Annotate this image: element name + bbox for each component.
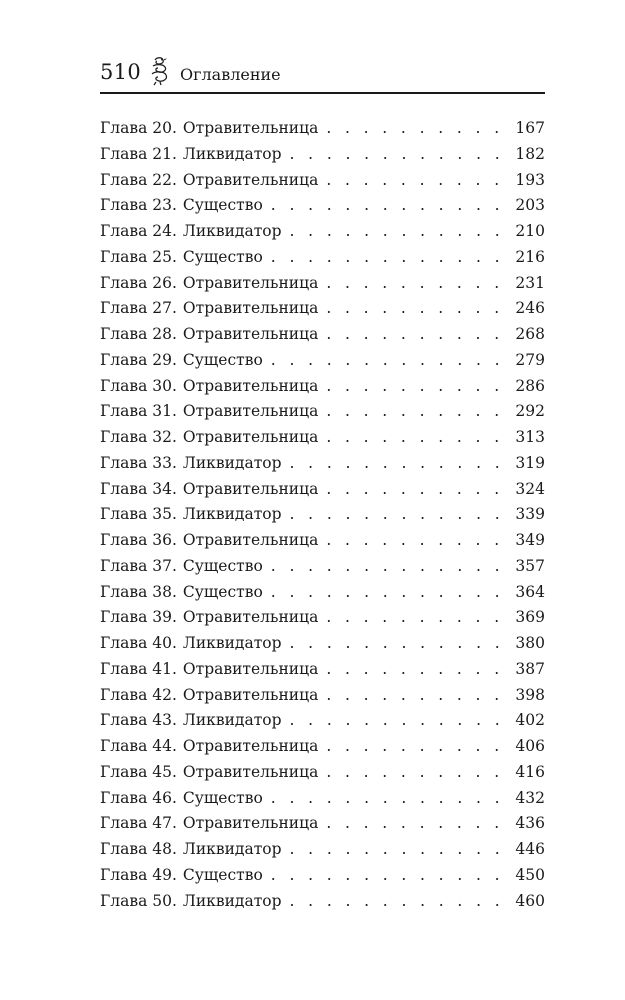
chapter-label: Глава 27.: [100, 299, 177, 318]
dot-leader: [263, 787, 514, 809]
header-rule: [100, 92, 545, 94]
chapter-label: Глава 48.: [100, 840, 177, 858]
chapter-title: Ликвидатор: [182, 453, 282, 472]
page-reference: 432: [515, 788, 545, 807]
chapter-label: Глава 47.: [100, 814, 177, 833]
page-reference: 406: [515, 737, 545, 755]
page-reference: 387: [515, 659, 545, 678]
chapter-title: Отравительница: [182, 170, 319, 189]
chapter-label: Глава 45.: [100, 762, 177, 781]
dot-leader: [282, 709, 514, 731]
chapter-title: Существо: [182, 350, 263, 369]
page-reference: 436: [515, 814, 545, 833]
toc-entry: [100, 864, 545, 890]
toc-entry: [100, 478, 545, 504]
chapter-title: Отравительница: [182, 325, 319, 343]
dot-leader: [318, 323, 513, 345]
page-reference: 286: [515, 376, 545, 395]
page-reference: 268: [515, 325, 545, 343]
dot-leader: [318, 529, 513, 551]
chapter-title: Ликвидатор: [182, 634, 282, 652]
page-reference: 167: [515, 119, 545, 137]
chapter-title: Ликвидатор: [182, 222, 282, 240]
chapter-title: Существо: [182, 788, 263, 807]
dot-leader: [318, 684, 513, 706]
chapter-title: Ликвидатор: [182, 891, 282, 910]
page-reference: 313: [515, 428, 545, 446]
chapter-label: Глава 26.: [100, 273, 177, 292]
chapter-title: Отравительница: [182, 762, 319, 781]
dot-leader: [318, 761, 513, 783]
dot-leader: [318, 117, 513, 139]
dot-leader: [282, 890, 514, 912]
toc-entry: [100, 323, 545, 349]
chapter-label: Глава 35.: [100, 505, 177, 524]
toc-entry: [100, 684, 545, 710]
toc-entry: [100, 272, 545, 298]
chapter-title: Отравительница: [182, 428, 319, 446]
toc-entry: [100, 735, 545, 761]
chapter-label: Глава 23.: [100, 196, 177, 215]
chapter-title: Существо: [182, 865, 263, 884]
toc-entry: [100, 169, 545, 195]
chapter-title: Ликвидатор: [182, 505, 282, 524]
dot-leader: [318, 375, 513, 397]
page-reference: 203: [515, 196, 545, 215]
page-reference: 357: [515, 556, 545, 575]
chapter-title: Ликвидатор: [182, 840, 282, 858]
dot-leader: [318, 169, 513, 191]
page-reference: 292: [515, 402, 545, 421]
dot-leader: [263, 864, 514, 886]
chapter-title: Отравительница: [182, 376, 319, 395]
chapter-label: Глава 49.: [100, 865, 177, 884]
chapter-title: Отравительница: [182, 273, 319, 292]
toc-entry: [100, 426, 545, 452]
chapter-label: Глава 22.: [100, 170, 177, 189]
toc-entry: [100, 632, 545, 658]
toc-entry: [100, 709, 545, 735]
page-reference: 398: [515, 685, 545, 704]
page-reference: 416: [515, 762, 545, 781]
chapter-title: Ликвидатор: [182, 711, 282, 730]
chapter-title: Отравительница: [182, 119, 319, 137]
chapter-label: Глава 31.: [100, 402, 177, 421]
page-reference: 324: [515, 479, 545, 498]
page-reference: 182: [515, 144, 545, 163]
chapter-label: Глава 39.: [100, 608, 177, 627]
chapter-title: Существо: [182, 582, 263, 601]
chapter-title: Отравительница: [182, 814, 319, 833]
toc-entry: [100, 297, 545, 323]
dot-leader: [318, 478, 513, 500]
dot-leader: [263, 581, 514, 603]
dot-leader: [263, 194, 514, 216]
chapter-title: Существо: [182, 556, 263, 575]
page-reference: 216: [515, 247, 545, 266]
chapter-title: Отравительница: [182, 299, 319, 318]
chapter-label: Глава 34.: [100, 479, 177, 498]
dot-leader: [282, 838, 514, 860]
chapter-label: Глава 25.: [100, 247, 177, 266]
chapter-title: Отравительница: [182, 737, 319, 755]
page-reference: 231: [515, 273, 545, 292]
page-reference: 246: [515, 299, 545, 318]
toc-entry: [100, 117, 545, 143]
toc-entry: [100, 349, 545, 375]
chapter-label: Глава 20.: [100, 119, 177, 137]
chapter-title: Отравительница: [182, 659, 319, 678]
chapter-title: Отравительница: [182, 479, 319, 498]
page-reference: 369: [515, 608, 545, 627]
dot-leader: [318, 272, 513, 294]
toc-entry: [100, 606, 545, 632]
chapter-title: Отравительница: [182, 531, 319, 549]
dot-leader: [263, 555, 514, 577]
toc-entry: [100, 452, 545, 478]
bird-ornament-icon: [147, 56, 171, 86]
chapter-label: Глава 42.: [100, 685, 177, 704]
page-number: 510: [100, 60, 141, 84]
chapter-label: Глава 21.: [100, 144, 177, 163]
chapter-label: Глава 29.: [100, 350, 177, 369]
chapter-label: Глава 28.: [100, 325, 177, 343]
dot-leader: [318, 812, 513, 834]
dot-leader: [318, 400, 513, 422]
toc-entry: [100, 581, 545, 607]
page-reference: 319: [515, 453, 545, 472]
page-reference: 279: [515, 350, 545, 369]
page-reference: 210: [515, 222, 545, 240]
dot-leader: [282, 632, 514, 654]
toc-entry: [100, 555, 545, 581]
chapter-label: Глава 44.: [100, 737, 177, 755]
chapter-label: Глава 30.: [100, 376, 177, 395]
page-reference: 402: [515, 711, 545, 730]
dot-leader: [318, 297, 513, 319]
toc-entry: [100, 890, 545, 916]
dot-leader: [318, 606, 513, 628]
page-reference: 339: [515, 505, 545, 524]
toc-entry: [100, 246, 545, 272]
dot-leader: [318, 426, 513, 448]
page-reference: 446: [515, 840, 545, 858]
toc-entry: [100, 761, 545, 787]
chapter-title: Ликвидатор: [182, 144, 282, 163]
dot-leader: [282, 503, 514, 525]
dot-leader: [282, 143, 514, 165]
chapter-label: Глава 36.: [100, 531, 177, 549]
chapter-label: Глава 41.: [100, 659, 177, 678]
chapter-label: Глава 32.: [100, 428, 177, 446]
chapter-title: Отравительница: [182, 608, 319, 627]
toc-entry: [100, 400, 545, 426]
chapter-title: Отравительница: [182, 685, 319, 704]
toc-entry: [100, 220, 545, 246]
chapter-label: Глава 40.: [100, 634, 177, 652]
toc-entry: [100, 503, 545, 529]
toc-entry: [100, 194, 545, 220]
page-reference: 460: [515, 891, 545, 910]
dot-leader: [318, 735, 513, 757]
dot-leader: [263, 246, 514, 268]
chapter-title: Существо: [182, 247, 263, 266]
chapter-label: Глава 46.: [100, 788, 177, 807]
page-reference: 450: [515, 865, 545, 884]
toc-entry: [100, 787, 545, 813]
chapter-label: Глава 33.: [100, 453, 177, 472]
page-reference: 349: [515, 531, 545, 549]
page-reference: 380: [515, 634, 545, 652]
running-header: [100, 56, 545, 92]
toc-entry: [100, 529, 545, 555]
section-title: Оглавление: [180, 65, 281, 84]
toc-entry: [100, 838, 545, 864]
page-reference: 364: [515, 582, 545, 601]
table-of-contents: [100, 117, 545, 915]
toc-entry: [100, 143, 545, 169]
chapter-label: Глава 37.: [100, 556, 177, 575]
toc-entry: [100, 375, 545, 401]
toc-entry: [100, 812, 545, 838]
page-reference: 193: [515, 170, 545, 189]
chapter-title: Отравительница: [182, 402, 319, 421]
dot-leader: [282, 220, 514, 242]
dot-leader: [263, 349, 514, 371]
chapter-label: Глава 38.: [100, 582, 177, 601]
toc-entry: [100, 658, 545, 684]
chapter-label: Глава 43.: [100, 711, 177, 730]
dot-leader: [318, 658, 513, 680]
chapter-label: Глава 50.: [100, 891, 177, 910]
chapter-title: Существо: [182, 196, 263, 215]
dot-leader: [282, 452, 514, 474]
chapter-label: Глава 24.: [100, 222, 177, 240]
